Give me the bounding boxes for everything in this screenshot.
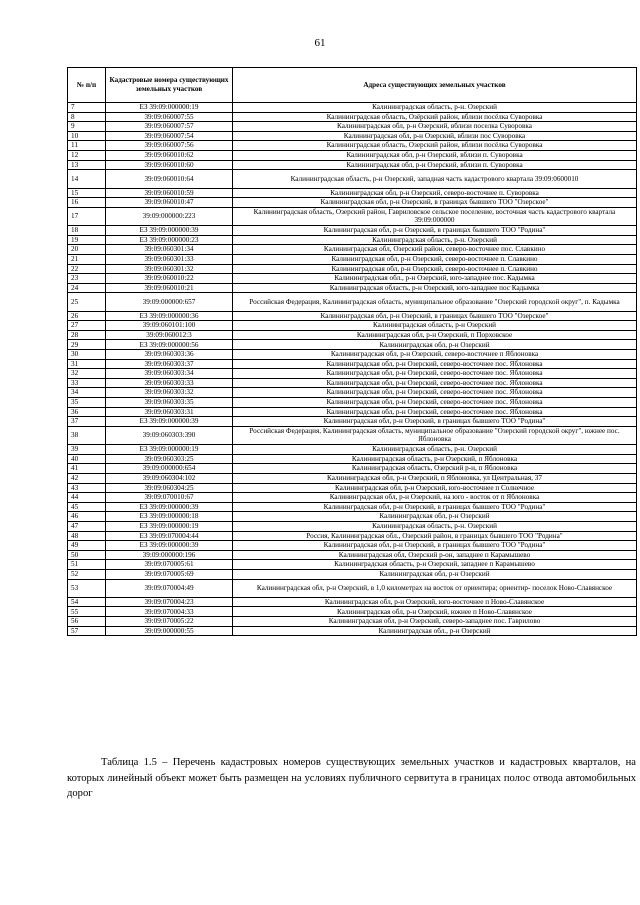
header-num: № п/п <box>68 68 106 103</box>
cadastral-number: 39:09:000000:196 <box>106 550 233 560</box>
address: Калининградская обл, р-н Озерский <box>233 340 637 350</box>
table-row <box>68 502 637 512</box>
address: Калининградская обл, р-н Озерский, вблизи пос Суворовка <box>233 131 637 141</box>
cadastral-number: 39:09:060303:33 <box>106 378 233 388</box>
cadastral-number: 39:09:060303:36 <box>106 350 233 360</box>
cadastral-number: 39:09:070005:61 <box>106 560 233 570</box>
cadastral-number: 39:09:060010:62 <box>106 150 233 160</box>
address: Калининградская обл, р-н Озерский, в 1,0 километрах на восток от ориентира; ориентир- поселок Ново-Славянское <box>233 579 637 597</box>
row-number: 36 <box>68 407 106 417</box>
row-number: 24 <box>68 283 106 293</box>
cadastral-number: 39:09:060010:59 <box>106 188 233 198</box>
address: Калининградская обл, р-н Озерский, северо-восточнее пос. Яблоновка <box>233 388 637 398</box>
table-row <box>68 493 637 503</box>
address: Калининградская обл, р-н Озерский, на юго - восток от п Яблоновка <box>233 493 637 503</box>
cadastral-number: 39:09:070004:33 <box>106 607 233 617</box>
address: Калининградская область, р-н Озерский <box>233 321 637 331</box>
row-number: 23 <box>68 274 106 284</box>
row-number: 46 <box>68 512 106 522</box>
cadastral-number: ЕЗ 39:09:000000:56 <box>106 340 233 350</box>
cadastral-number: 39:09:000000:55 <box>106 626 233 636</box>
address: Калининградская обл, р-н Озерский, в границах бывшего ТОО "Родина" <box>233 417 637 427</box>
table-row <box>68 340 637 350</box>
table-row <box>68 254 637 264</box>
table-row <box>68 188 637 198</box>
address: Калининградская обл, р-н Озерский, п Яблоновка, ул Центральная, 37 <box>233 473 637 483</box>
table-row <box>68 607 637 617</box>
cadastral-number: ЕЗ 39:09:000000:18 <box>106 512 233 522</box>
cadastral-number: ЕЗ 39:09:070004:44 <box>106 531 233 541</box>
address: Калининградская обл, р-н Озерский, северо-восточнее пос. Яблоновка <box>233 398 637 408</box>
table-row <box>68 483 637 493</box>
table-row <box>68 569 637 579</box>
cadastral-number: 39:09:060303:32 <box>106 388 233 398</box>
table-row <box>68 560 637 570</box>
row-number: 41 <box>68 464 106 474</box>
table-header-row <box>68 68 637 103</box>
row-number: 15 <box>68 188 106 198</box>
cadastral-number: ЕЗ 39:09:000000:19 <box>106 445 233 455</box>
table-row <box>68 112 637 122</box>
address: Калининградская область, Озерский р-н, п Яблоновка <box>233 464 637 474</box>
table-row <box>68 579 637 597</box>
row-number: 40 <box>68 454 106 464</box>
row-number: 49 <box>68 541 106 551</box>
cadastral-number: 39:09:060303:35 <box>106 398 233 408</box>
cadastral-number: 39:09:060010:47 <box>106 198 233 208</box>
cadastral-number: 39:09:070005:22 <box>106 617 233 627</box>
table-row <box>68 378 637 388</box>
cadastral-number: 39:09:060007:57 <box>106 122 233 132</box>
header-cadastral: Кадастровые номера существующих земельных участков <box>106 68 233 103</box>
address: Калининградская обл, р-н Озерский, вблизи п. Суворовка <box>233 160 637 170</box>
table-row <box>68 426 637 444</box>
row-number: 20 <box>68 245 106 255</box>
row-number: 11 <box>68 141 106 151</box>
table-row <box>68 398 637 408</box>
row-number: 35 <box>68 398 106 408</box>
row-number: 34 <box>68 388 106 398</box>
address: Россия, Калининградская обл., Озерский район, в границах бывшего ТОО "Родина" <box>233 531 637 541</box>
table-row <box>68 473 637 483</box>
row-number: 32 <box>68 369 106 379</box>
table-row <box>68 122 637 132</box>
table-row <box>68 103 637 113</box>
address: Калининградская обл, р-н Озерский, северо-восточнее п. Суворовка <box>233 188 637 198</box>
cadastral-number: ЕЗ 39:09:000000:39 <box>106 502 233 512</box>
table-row <box>68 597 637 607</box>
row-number: 28 <box>68 330 106 340</box>
cadastral-number: ЕЗ 39:09:000000:39 <box>106 417 233 427</box>
address: Калининградская обл, р-н Озерский, северо-восточнее п. Славкино <box>233 264 637 274</box>
row-number: 27 <box>68 321 106 331</box>
row-number: 25 <box>68 293 106 311</box>
row-number: 37 <box>68 417 106 427</box>
row-number: 8 <box>68 112 106 122</box>
cadastral-number: 39:09:060301:32 <box>106 264 233 274</box>
row-number: 57 <box>68 626 106 636</box>
row-number: 53 <box>68 579 106 597</box>
cadastral-number: 39:09:060303:34 <box>106 369 233 379</box>
cadastral-number: 39:09:070005:69 <box>106 569 233 579</box>
address: Калининградская обл, р-н Озерский, в границах бывшего ТОО "Родина" <box>233 502 637 512</box>
address: Калининградская обл, р-н Озерский, в границах бывшего ТОО "Озерское" <box>233 198 637 208</box>
row-number: 7 <box>68 103 106 113</box>
address: Калининградская область, р-н. Озерский <box>233 521 637 531</box>
table-row <box>68 464 637 474</box>
table-row <box>68 417 637 427</box>
cadastral-number: ЕЗ 39:09:000000:39 <box>106 226 233 236</box>
table-row <box>68 541 637 551</box>
address: Калининградская обл, р-н Озерский <box>233 512 637 522</box>
row-number: 44 <box>68 493 106 503</box>
address: Калининградская обл, р-н Озерский, в границах бывшего ТОО "Родина" <box>233 226 637 236</box>
table-row <box>68 226 637 236</box>
table-row <box>68 207 637 225</box>
cadastral-number: 39:09:060010:60 <box>106 160 233 170</box>
row-number: 43 <box>68 483 106 493</box>
address: Калининградская обл, р-н Озерский, в границах бывшего ТОО "Родина" <box>233 541 637 551</box>
address: Калининградская обл, р-н Озерский, юго-восточнее п Солнечное <box>233 483 637 493</box>
address: Российская Федерация, Калининградская область, муниципальное образование "Озерский городской округ", п. Кадымка <box>233 293 637 311</box>
address: Калининградская обл, р-н Озерский, северо-западнее пос. Гаврилово <box>233 617 637 627</box>
cadastral-number: 39:09:060101:100 <box>106 321 233 331</box>
table-row <box>68 293 637 311</box>
row-number: 30 <box>68 350 106 360</box>
table-row <box>68 550 637 560</box>
table-row <box>68 245 637 255</box>
address: Калининградская обл, р-н Озерский <box>233 569 637 579</box>
cadastral-number: 39:09:060010:22 <box>106 274 233 284</box>
cadastral-number: 39:09:060301:33 <box>106 254 233 264</box>
cadastral-number: 39:09:060303:31 <box>106 407 233 417</box>
table-row <box>68 369 637 379</box>
table-row <box>68 626 637 636</box>
address: Калининградская область, р-н. Озерский <box>233 235 637 245</box>
cadastral-number: ЕЗ 39:09:000000:39 <box>106 541 233 551</box>
table-row <box>68 150 637 160</box>
cadastral-number: 39:09:060301:34 <box>106 245 233 255</box>
cadastral-number: 39:09:060007:54 <box>106 131 233 141</box>
address: Калининградская область, Озерский район, Гавриловское сельское поселение, восточная часть кадастрового квартала 39:09:000000 <box>233 207 637 225</box>
table-row <box>68 264 637 274</box>
address: Калининградская обл., р-н Озерский <box>233 626 637 636</box>
address: Калининградская обл, р-н Озерский, северо-восточнее пос. Яблоновка <box>233 369 637 379</box>
cadastral-number: 39:09:060007:56 <box>106 141 233 151</box>
page-number: 61 <box>314 37 326 49</box>
address: Калининградская обл, р-н Озерский, северо-восточнее п. Славкино <box>233 254 637 264</box>
row-number: 9 <box>68 122 106 132</box>
row-number: 31 <box>68 359 106 369</box>
address: Калининградская область, р-н. Озерский <box>233 445 637 455</box>
table-row <box>68 283 637 293</box>
row-number: 16 <box>68 198 106 208</box>
table-caption: Таблица 1.5 – Перечень кадастровых номеров существующих земельных участков и кадастровых кварталов, на которых линейный объект может быть размещен на условиях публичного сервитута в границах полос отвода автомобильных дорог <box>67 757 636 799</box>
cadastral-number: ЕЗ 39:09:000000:23 <box>106 235 233 245</box>
cadastral-number: 39:09:000000:223 <box>106 207 233 225</box>
header-address: Адреса существующих земельных участков <box>233 68 637 103</box>
row-number: 48 <box>68 531 106 541</box>
table-row <box>68 407 637 417</box>
address: Калининградская область, р-н Озерский, юго-западнее пос Кадымка <box>233 283 637 293</box>
row-number: 21 <box>68 254 106 264</box>
address: Калининградская обл, р-н Озерский, п Порховское <box>233 330 637 340</box>
table-row <box>68 131 637 141</box>
row-number: 29 <box>68 340 106 350</box>
address: Российская Федерация, Калининградская область, муниципальное образование "Озерский городской округ", южнее пос. Яблоновка <box>233 426 637 444</box>
table-row <box>68 141 637 151</box>
cadastral-number: 39:09:060010:21 <box>106 283 233 293</box>
table-row <box>68 512 637 522</box>
table-row <box>68 330 637 340</box>
cadastral-number: 39:09:060303:25 <box>106 454 233 464</box>
cadastral-number: 39:09:060303:390 <box>106 426 233 444</box>
address: Калининградская обл, р-н Озерский, юго-восточнее п Ново-Славянское <box>233 597 637 607</box>
cadastral-number: 39:09:070004:49 <box>106 579 233 597</box>
cadastral-number: 39:09:060012:3 <box>106 330 233 340</box>
table-row <box>68 388 637 398</box>
address: Калининградская обл, р-н Озерский, южнее п Ново-Славянское <box>233 607 637 617</box>
row-number: 12 <box>68 150 106 160</box>
cadastral-number: 39:09:070010:67 <box>106 493 233 503</box>
row-number: 17 <box>68 207 106 225</box>
table-row <box>68 160 637 170</box>
table-row <box>68 350 637 360</box>
address: Калининградская область, Озерский район, вблизи посёлка Суворовка <box>233 141 637 151</box>
cadastral-number: 39:09:060007:55 <box>106 112 233 122</box>
cadastral-number: 39:09:060303:37 <box>106 359 233 369</box>
cadastral-number: 39:09:000000:654 <box>106 464 233 474</box>
row-number: 26 <box>68 311 106 321</box>
address: Калининградская область, Озёрский район, вблизи посёлка Суворовка <box>233 112 637 122</box>
address: Калининградская обл, Озерский р-он, западнее п Карамышево <box>233 550 637 560</box>
cadastral-number: 39:09:070004:23 <box>106 597 233 607</box>
address: Калининградская обл, р-н Озерский, северо-восточнее п Яблоновка <box>233 350 637 360</box>
table-row <box>68 454 637 464</box>
row-number: 45 <box>68 502 106 512</box>
table-row <box>68 170 637 188</box>
row-number: 10 <box>68 131 106 141</box>
row-number: 13 <box>68 160 106 170</box>
address: Калининградская область, р-н Озерский, западнее п Карамышево <box>233 560 637 570</box>
table-row <box>68 521 637 531</box>
table-row <box>68 531 637 541</box>
address: Калининградская область, р-н. Озерский <box>233 103 637 113</box>
cadastral-number: 39:09:060304:25 <box>106 483 233 493</box>
table-row <box>68 311 637 321</box>
table-row <box>68 321 637 331</box>
row-number: 19 <box>68 235 106 245</box>
row-number: 14 <box>68 170 106 188</box>
row-number: 56 <box>68 617 106 627</box>
address: Калининградская область, р-н Озерский, п Яблоновка <box>233 454 637 464</box>
cadastral-number: ЕЗ 39:09:000000:19 <box>106 521 233 531</box>
cadastral-number: 39:09:060304:102 <box>106 473 233 483</box>
address: Калининградская обл, Озерский район, северо-восточнее пос. Славкино <box>233 245 637 255</box>
table-row <box>68 235 637 245</box>
table-row <box>68 445 637 455</box>
address: Калининградская обл, р-н Озерский, вблизи поселка Суворовка <box>233 122 637 132</box>
table-row <box>68 274 637 284</box>
address: Калининградская обл, р-н Озерский, северо-восточнее пос. Яблоновка <box>233 378 637 388</box>
row-number: 22 <box>68 264 106 274</box>
table-row <box>68 198 637 208</box>
row-number: 51 <box>68 560 106 570</box>
address: Калининградская обл, р-н Озерский, северо-восточнее пос. Яблоновка <box>233 407 637 417</box>
cadastral-table <box>67 67 637 636</box>
row-number: 18 <box>68 226 106 236</box>
address: Калининградская обл, р-н Озерский, вблизи п. Суворовка <box>233 150 637 160</box>
row-number: 55 <box>68 607 106 617</box>
cadastral-number: ЕЗ 39:09:000000:36 <box>106 311 233 321</box>
address: Калининградская обл., р-н Озерский, юго-западнее пос. Кадымка <box>233 274 637 284</box>
row-number: 52 <box>68 569 106 579</box>
row-number: 54 <box>68 597 106 607</box>
row-number: 47 <box>68 521 106 531</box>
row-number: 33 <box>68 378 106 388</box>
cadastral-number: 39:09:000000:657 <box>106 293 233 311</box>
row-number: 39 <box>68 445 106 455</box>
table-row <box>68 617 637 627</box>
row-number: 38 <box>68 426 106 444</box>
cadastral-number: ЕЗ 39:09:000000:19 <box>106 103 233 113</box>
address: Калининградская обл, р-н Озерский, северо-восточнее пос. Яблоновка <box>233 359 637 369</box>
table-row <box>68 359 637 369</box>
address: Калининградская область, р-н Озерский, западная часть кадастрового квартала 39:09:0600010 <box>233 170 637 188</box>
cadastral-number: 39:09:060010:64 <box>106 170 233 188</box>
address: Калининградская обл, р-н Озерский, в границах бывшего ТОО "Озерское" <box>233 311 637 321</box>
row-number: 50 <box>68 550 106 560</box>
row-number: 42 <box>68 473 106 483</box>
